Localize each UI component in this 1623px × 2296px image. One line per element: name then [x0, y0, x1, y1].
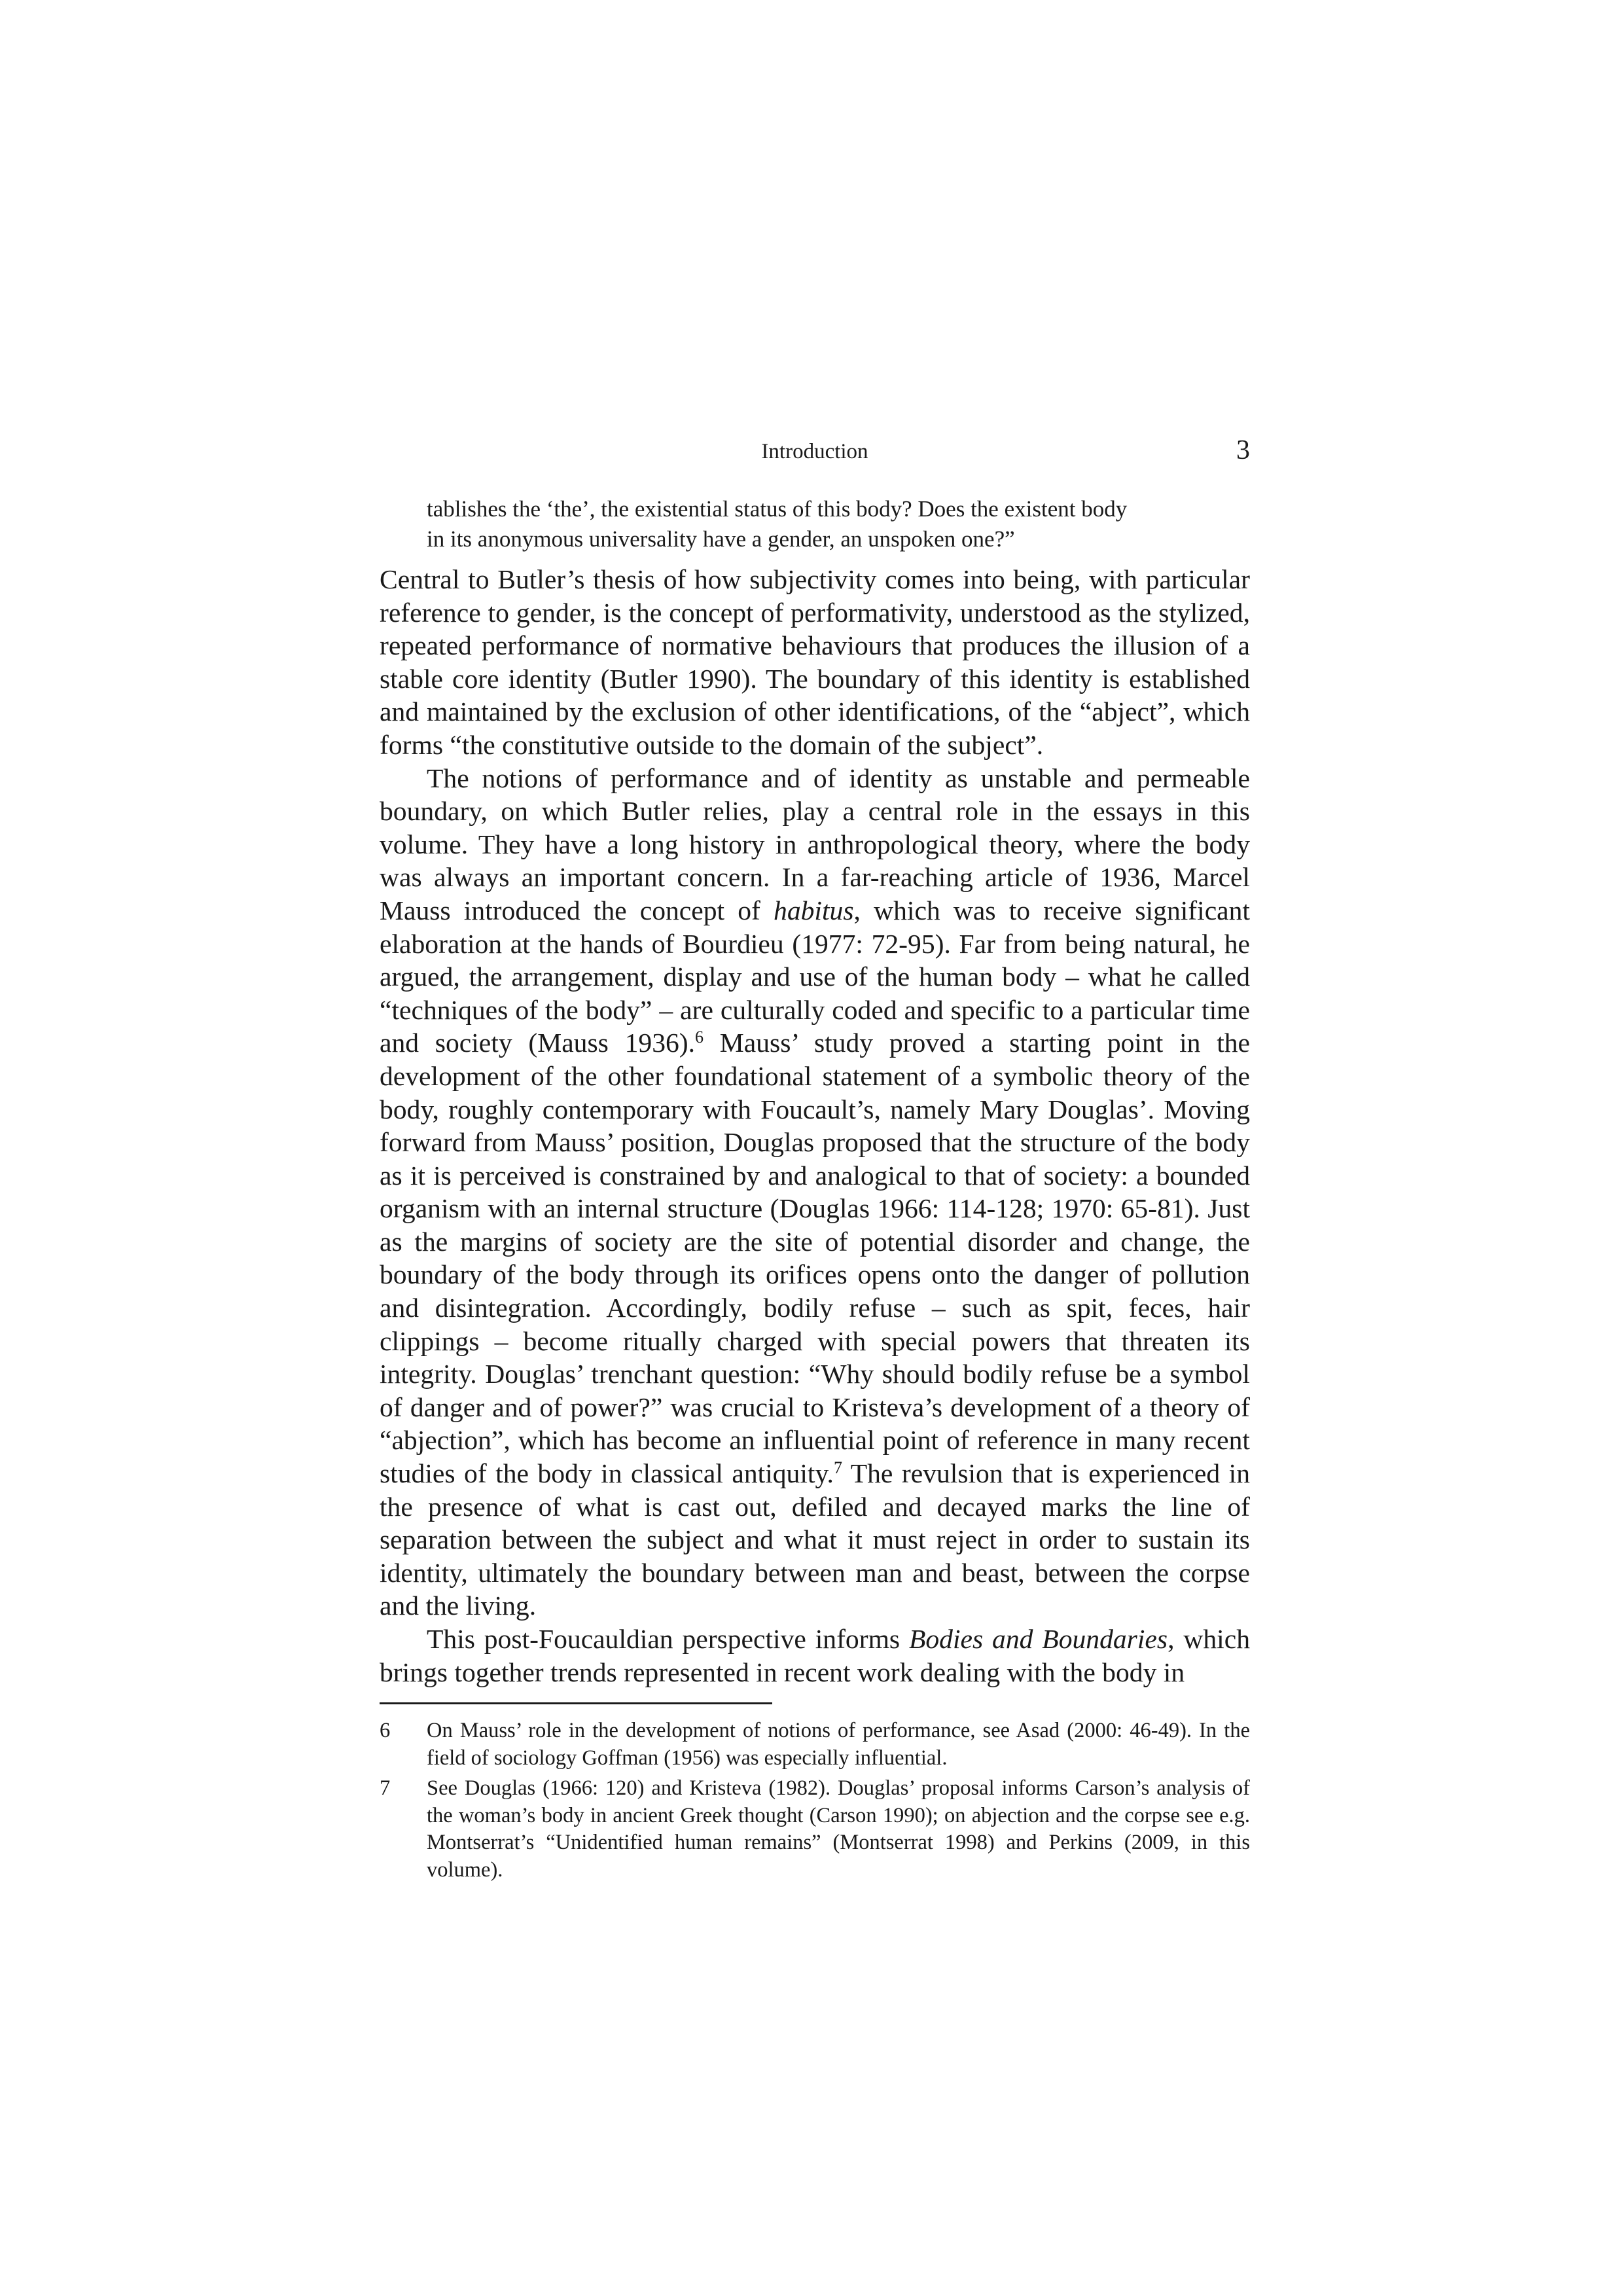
- footnote: [380, 1717, 1250, 1772]
- italic-title: Bodies and Boundaries: [908, 1624, 1168, 1654]
- footnote-text: See Douglas (1966: 120) and Kristeva (1982). Douglas’ proposal informs Carson’s analysis of the woman’s body in ancient Greek thought (Carson 1990); on abjection and the corpse see e.g. Montserrat’s “Unidentified human remains” (Montserrat 1998) and Perkins (2009, in this volume).: [427, 1776, 1250, 1882]
- running-head: Introduction: [761, 440, 868, 463]
- footnote-ref[interactable]: 7: [833, 1458, 842, 1478]
- page-number: 3: [1236, 435, 1250, 465]
- footnote-divider: [380, 1702, 772, 1704]
- paragraph: Central to Butler’s thesis of how subjectivity comes into being, with particular reference to gender, is the concept of performativity, understood as the stylized, repeated performance of normative behaviours that produces the illusion of a stable core identity (Butler 1990). The boundary of this identity is established and maintained by the exclusion of other identifications, of the “abject”, which forms “the constitutive outside to the domain of the subject”.: [380, 564, 1250, 760]
- italic-term: habitus: [774, 895, 854, 925]
- text-run: , which brings together trends represented in recent work dealing with the body in: [380, 1624, 1250, 1687]
- text-run: Mauss’ study proved a starting point in the development of the other foundational statement of a symbolic theory of the body, roughly contemporary with Foucault’s, namely Mary Douglas’. Moving forward from Mauss’ position, Douglas proposed that the structure of the body as it is perceived is constrained by and analogical to that of society: a bounded organism with an internal structure (Douglas 1966: 114-128; 1970: 65-81). Just as the margins of society are the site of potential disorder and change, the boundary of the body through its orifices opens onto the danger of pollution and disintegration. Accordingly, bodily refuse – such as spit, feces, hair clippings – become ritually charged with special powers that threaten its integrity. Douglas’ trenchant question: “Why should bodily refuse be a symbol of danger and of power?” was crucial to Kristeva’s development of a theory of “abjection”, which has become an influential point of reference in many recent studies of the body in classical antiquity.: [380, 1028, 1251, 1489]
- block-quote: [427, 494, 1202, 554]
- footnote-text: On Mauss’ role in the development of notions of performance, see Asad (2000: 46-49). In the field of sociology Goffman (1956) was especially influential.: [427, 1719, 1250, 1770]
- quote-line: tablishes the ‘the’, the existential status of this body? Does the existent body: [427, 496, 1128, 522]
- footnote: [380, 1775, 1250, 1884]
- paragraph: [380, 762, 1250, 1623]
- body-text: [380, 563, 1250, 1689]
- footnote-ref[interactable]: 6: [695, 1028, 704, 1047]
- footnote-number: 6: [380, 1719, 391, 1742]
- paragraph: [380, 1623, 1250, 1689]
- text-run: The revulsion that is experienced in the presence of what is cast out, defiled and decayed marks the line of separation between the subject and what it must reject in order to sustain its identity, ultimately the boundary between man and beast, between the corpse and the living.: [380, 1458, 1250, 1621]
- footnotes: [380, 1717, 1250, 1887]
- page-header: [380, 433, 1250, 473]
- text-run: This post-Foucauldian perspective informs: [427, 1624, 909, 1654]
- footnote-number: 7: [380, 1776, 391, 1800]
- text-run: The notions of performance and of identity as unstable and permeable boundary, on which Butler relies, play a central role in the essays in this volume. They have a long history in anthropological theory, where the body was always an important concern. In a far-reaching article of 1936, Marcel Mauss introduced the concept of: [380, 762, 1250, 925]
- text-run: , which was to receive significant elaboration at the hands of Bourdieu (1977: 72-95). Far from being natural, he argued, the arrangement, display and use of the human body – what he called “techniques of the body” – are culturally coded and specific to a particular time and society (Mauss 1936).: [380, 895, 1250, 1058]
- quote-line: in its anonymous universality have a gender, an unspoken one?”: [427, 526, 1015, 552]
